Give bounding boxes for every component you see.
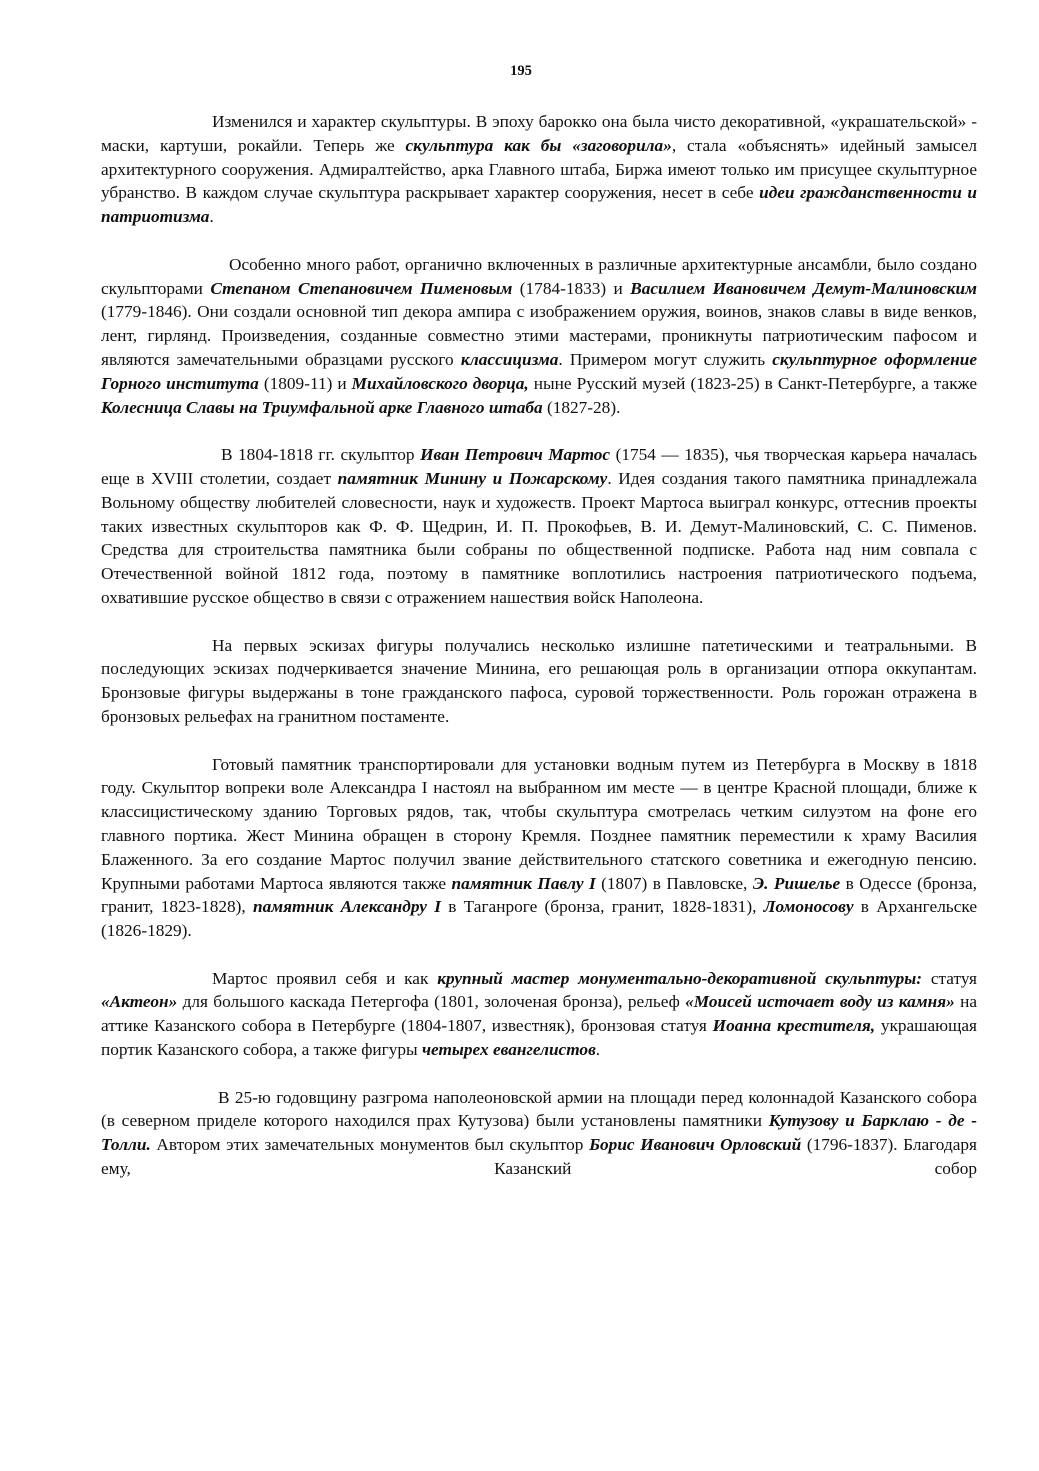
emphasized-text: классицизма [460,349,559,369]
text-run: (1827-28). [542,397,621,417]
emphasized-text: скульптура как бы «заговорила» [405,135,672,155]
paragraph-5 [101,753,977,943]
emphasized-text: Ломоносову [763,897,854,917]
emphasized-text: «Актеон» [101,992,178,1012]
emphasized-text: Иван Петрович Мартос [420,445,611,465]
emphasized-text: Степаном Степановичем Пименовым [210,278,513,298]
emphasized-text: идеи гражданственности и патриотизма [101,183,977,227]
emphasized-text: Иоанна крестителя, [712,1016,876,1036]
emphasized-text: скульптурное оформление Горного института [101,349,977,393]
text-run: для большого каскада Петергофа (1801, золоченая бронза), рельеф [177,992,686,1012]
text-run: ныне Русский музей (1823-25) в Санкт-Петербурге, а также [528,373,977,393]
text-run: в Одессе (бронза, гранит, 1823-1828), [101,873,977,917]
text-run: На первых эскизах фигуры получались несколько излишне патетическими и театральными. В последующих эскизах подчеркивается значение Минина, его решающая роль в организации отпора оккупантам. Бронзовые фигуры выдержаны в тоне гражданского пафоса, суровой торжественности. Роль горожан отражена в бронзовых рельефах на гранитном постаменте. [101,635,977,726]
text-run: . Идея создания такого памятника принадлежала Вольному обществу любителей словесности, наук и художеств. Проект Мартоса выиграл конкурс, оттеснив проекты таких известных скульпторов как Ф. Ф. Щедрин, И. П. Прокофьев, В. И. Демут-Малиновский, С. С. Пименов. Средства для строительства памятника были собраны по общественной подписке. Работа над ним совпала с Отечественной войной 1812 года, поэтому в памятнике воплотились настроения патриотического подъема, охватившие русское общество в связи с отражением нашествия войск Наполеона. [101,468,978,607]
text-run: . [595,1040,601,1060]
text-run: Изменился и характер скульптуры. В эпоху барокко она была чисто декоративной, «украшательской» - маски, картуши, рокайли. Теперь же [101,112,977,155]
page-number: 195 [510,63,532,79]
emphasized-text: крупный мастер монументально-декоративной скульптуры: [437,968,923,988]
text-run: . Примером могут служить [558,349,773,369]
text-run: в Таганроге (бронза, гранит, 1828-1831), [440,897,764,917]
emphasized-text: Борис Иванович Орловский [589,1135,802,1155]
emphasized-text: памятник Павлу I [451,873,596,893]
text-run: Особенно много работ, органично включенных в различные архитектурные ансамбли, было создано скульпторами [101,254,977,298]
emphasized-text: памятник Александру I [252,897,441,917]
text-run: (1809-11) и [258,373,352,393]
paragraph-4 [101,634,977,729]
document-body [101,110,977,1205]
text-run: , стала «объяснять» идейный замысел архитектурного сооружения. Адмиралтейство, арка Главного штаба, Биржа имеют только им присущее скульптурное убранство. В каждом случае скульптура раскрывает характер сооружения, несет в себе [101,135,977,203]
emphasized-text: «Моисей источает воду из камня» [685,992,955,1012]
text-run: (1784-1833) и [512,278,631,298]
text-run: . [209,207,214,227]
text-run: В 1804-1818 гг. скульптор [221,445,421,465]
text-run: на аттике Казанского собора в Петербурге (1804-1807, известняк), бронзовая статуя [101,992,977,1036]
emphasized-text: Михайловского дворца, [351,373,529,393]
emphasized-text: Э. Ришелье [752,873,841,893]
text-run: (1754 — 1835), чья творческая карьера началась еще в XVIII столетии, создает [101,445,977,488]
text-run: статуя [922,968,977,988]
paragraph-7 [101,1086,977,1181]
text-run: Автором этих замечательных монументов был скульптор [150,1135,590,1155]
paragraph-1 [101,110,977,229]
emphasized-text: четырех евангелистов [421,1040,596,1060]
text-run: Готовый памятник транспортировали для установки водным путем из Петербурга в Москву в 1818 году. Скульптор вопреки воле Александра I настоял на выбранном им месте — в центре Красной площади, ближе к классицистическому зданию Торговых рядов, так, чтобы скульптура смотрелась четким силуэтом на фоне его главного портика. Жест Минина обращен в сторону Кремля. Позднее памятник переместили к храму Василия Блаженного. За его создание Мартос получил звание действительного статского советника и ежегодную пенсию. Крупными работами Мартоса являются также [101,754,977,893]
text-run: (1796-1837). Благодаря ему, Казанский собор [101,1135,978,1179]
emphasized-text: памятник Минину и Пожарскому [337,468,608,488]
emphasized-text: Василием Ивановичем Демут-Малиновским [630,278,977,298]
paragraph-3 [101,443,977,610]
text-run: украшающая портик Казанского собора, а также фигуры [101,1016,977,1060]
text-run: Мартос проявил себя и как [212,968,438,988]
paragraph-2 [101,253,977,420]
text-run: В 25-ю годовщину разгрома наполеоновской армии на площади перед колоннадой Казанского собора (в северном приделе которого находился прах Кутузова) были установлены памятники [101,1087,977,1131]
emphasized-text: Колесница Славы на Триумфальной арке Главного штаба [101,397,543,417]
text-run: (1779-1846). Они создали основной тип декора ампира с изображением оружия, воинов, знаков славы в виде венков, лент, гирлянд. Произведения, созданные совместно этими мастерами, проникнуты патриотическим пафосом и являются замечательными образцами русского [101,302,977,369]
text-run: (1807) в Павловске, [595,873,753,893]
paragraph-6 [101,967,977,1062]
text-run: в Архангельске (1826-1829). [101,897,977,941]
emphasized-text: Кутузову и Барклаю - де - Толли. [101,1111,977,1155]
